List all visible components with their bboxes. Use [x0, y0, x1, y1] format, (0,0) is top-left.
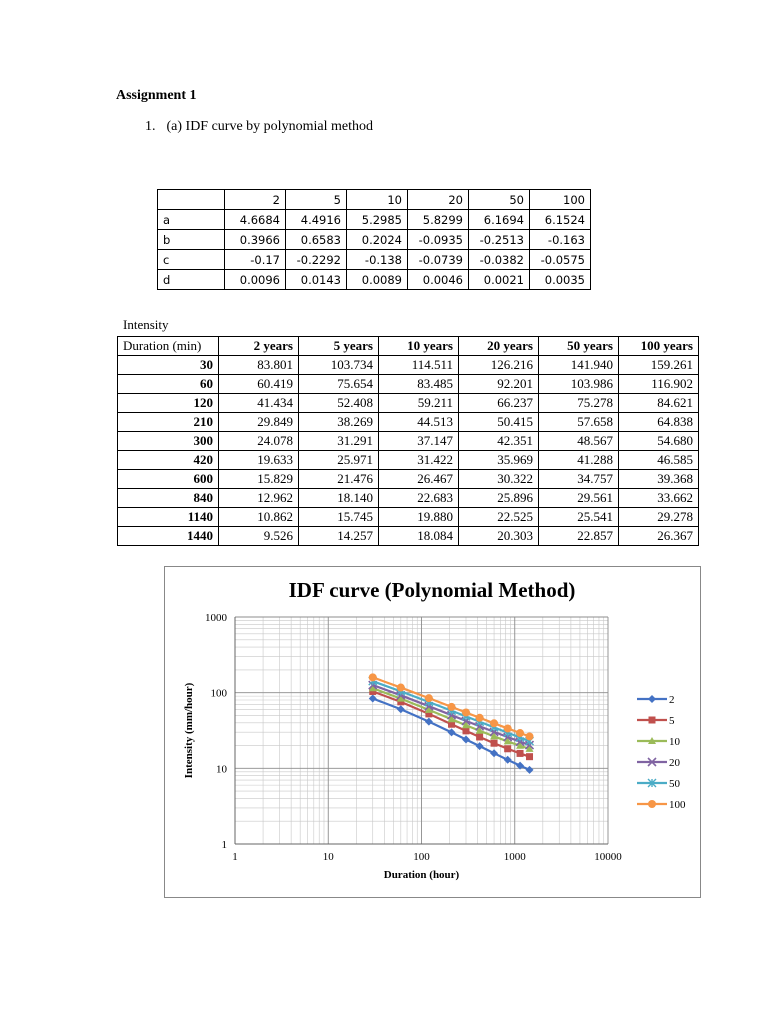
coef-cell: 5.2985 — [347, 210, 408, 230]
intensity-cell: 75.278 — [539, 394, 619, 413]
intensity-cell: 48.567 — [539, 432, 619, 451]
coef-header-cell: 50 — [469, 190, 530, 210]
legend-label-100: 100 — [669, 799, 686, 811]
data-point-5 — [476, 733, 483, 740]
duration-cell: 1440 — [118, 527, 219, 546]
intensity-cell: 83.801 — [219, 356, 299, 375]
intensity-cell: 31.422 — [379, 451, 459, 470]
duration-cell: 120 — [118, 394, 219, 413]
intensity-row — [118, 375, 699, 394]
intensity-cell: 35.969 — [459, 451, 539, 470]
intensity-cell: 39.368 — [619, 470, 699, 489]
intensity-row — [118, 413, 699, 432]
legend-marker-100 — [648, 800, 656, 808]
intensity-cell: 21.476 — [299, 470, 379, 489]
data-point-2 — [369, 694, 377, 702]
intensity-header-cell: Duration (min) — [118, 337, 219, 356]
duration-cell: 210 — [118, 413, 219, 432]
intensity-cell: 75.654 — [299, 375, 379, 394]
coef-row — [158, 270, 591, 290]
intensity-cell: 26.367 — [619, 527, 699, 546]
intensity-cell: 114.511 — [379, 356, 459, 375]
data-point-2 — [462, 735, 470, 743]
legend-marker-5 — [649, 717, 656, 724]
intensity-cell: 92.201 — [459, 375, 539, 394]
duration-cell: 300 — [118, 432, 219, 451]
intensity-cell: 29.278 — [619, 508, 699, 527]
x-tick-label: 10000 — [594, 851, 622, 863]
intensity-cell: 46.585 — [619, 451, 699, 470]
intensity-cell: 25.896 — [459, 489, 539, 508]
data-point-5 — [504, 745, 511, 752]
data-point-2 — [490, 749, 498, 757]
intensity-cell: 41.434 — [219, 394, 299, 413]
coef-header-cell: 10 — [347, 190, 408, 210]
coef-cell: 0.0089 — [347, 270, 408, 290]
intensity-header-cell: 100 years — [619, 337, 699, 356]
y-tick-label: 1000 — [205, 612, 227, 624]
coef-cell: -0.0382 — [469, 250, 530, 270]
coef-header-cell: 2 — [225, 190, 286, 210]
intensity-header-cell: 2 years — [219, 337, 299, 356]
x-tick-label: 10 — [322, 851, 334, 863]
data-point-100 — [526, 732, 534, 740]
assignment-heading: Assignment 1 — [116, 88, 197, 103]
intensity-cell: 126.216 — [459, 356, 539, 375]
intensity-cell: 18.084 — [379, 527, 459, 546]
data-point-100 — [504, 724, 512, 732]
x-tick-label: 1 — [232, 851, 238, 863]
intensity-cell: 31.291 — [299, 432, 379, 451]
data-point-100 — [369, 673, 377, 681]
intensity-row — [118, 356, 699, 375]
intensity-caption: Intensity — [123, 317, 169, 332]
question-text: (a) IDF curve by polynomial method — [166, 119, 373, 134]
duration-cell: 30 — [118, 356, 219, 375]
y-tick-label: 100 — [210, 687, 227, 700]
intensity-cell: 38.269 — [299, 413, 379, 432]
intensity-cell: 66.237 — [459, 394, 539, 413]
legend-label-2: 2 — [669, 694, 675, 706]
intensity-cell: 29.561 — [539, 489, 619, 508]
data-point-100 — [516, 729, 524, 737]
data-point-100 — [448, 703, 456, 711]
duration-cell: 420 — [118, 451, 219, 470]
data-point-2 — [476, 742, 484, 750]
intensity-table — [117, 336, 699, 546]
coef-cell: 0.2024 — [347, 230, 408, 250]
coef-cell: 0.0021 — [469, 270, 530, 290]
intensity-header-cell: 5 years — [299, 337, 379, 356]
coef-cell: -0.138 — [347, 250, 408, 270]
intensity-cell: 54.680 — [619, 432, 699, 451]
coef-row-label: c — [158, 250, 225, 270]
coef-cell: 0.0046 — [408, 270, 469, 290]
legend-label-10: 10 — [669, 736, 680, 748]
coef-cell: -0.17 — [225, 250, 286, 270]
y-axis-label: Intensity (mm/hour) — [183, 682, 195, 779]
coef-cell: 0.6583 — [286, 230, 347, 250]
coef-cell: -0.0739 — [408, 250, 469, 270]
intensity-row — [118, 489, 699, 508]
intensity-cell: 44.513 — [379, 413, 459, 432]
intensity-cell: 25.541 — [539, 508, 619, 527]
intensity-cell: 24.078 — [219, 432, 299, 451]
duration-cell: 60 — [118, 375, 219, 394]
intensity-cell: 50.415 — [459, 413, 539, 432]
intensity-row — [118, 508, 699, 527]
intensity-cell: 159.261 — [619, 356, 699, 375]
intensity-cell: 15.745 — [299, 508, 379, 527]
intensity-cell: 9.526 — [219, 527, 299, 546]
data-point-2 — [425, 718, 433, 726]
intensity-cell: 10.862 — [219, 508, 299, 527]
data-point-5 — [526, 753, 533, 760]
intensity-cell: 19.880 — [379, 508, 459, 527]
intensity-cell: 22.857 — [539, 527, 619, 546]
legend-label-5: 5 — [669, 715, 675, 727]
coef-row-label: b — [158, 230, 225, 250]
data-point-5 — [491, 740, 498, 747]
coefficient-table — [157, 189, 591, 290]
coef-cell: 4.4916 — [286, 210, 347, 230]
question-number: 1. — [145, 119, 156, 134]
intensity-cell: 26.467 — [379, 470, 459, 489]
intensity-cell: 59.211 — [379, 394, 459, 413]
intensity-cell: 116.902 — [619, 375, 699, 394]
coef-cell: -0.2513 — [469, 230, 530, 250]
coef-cell: 0.0096 — [225, 270, 286, 290]
intensity-row — [118, 432, 699, 451]
idf-chart-svg — [165, 567, 700, 897]
y-tick-label: 10 — [216, 763, 227, 776]
intensity-cell: 57.658 — [539, 413, 619, 432]
coef-row — [158, 250, 591, 270]
x-tick-label: 100 — [413, 851, 430, 863]
legend-label-20: 20 — [669, 757, 680, 769]
duration-cell: 840 — [118, 489, 219, 508]
intensity-cell: 33.662 — [619, 489, 699, 508]
coef-row — [158, 210, 591, 230]
intensity-cell: 64.838 — [619, 413, 699, 432]
x-axis-label: Duration (hour) — [383, 869, 460, 881]
intensity-cell: 14.257 — [299, 527, 379, 546]
duration-cell: 600 — [118, 470, 219, 489]
data-point-100 — [462, 709, 470, 717]
data-point-100 — [397, 684, 405, 692]
coef-cell: -0.163 — [530, 230, 591, 250]
intensity-cell: 141.940 — [539, 356, 619, 375]
intensity-cell: 84.621 — [619, 394, 699, 413]
intensity-row — [118, 451, 699, 470]
question-heading — [145, 119, 373, 135]
intensity-row — [118, 527, 699, 546]
intensity-cell: 18.140 — [299, 489, 379, 508]
coef-header-cell — [158, 190, 225, 210]
intensity-cell: 29.849 — [219, 413, 299, 432]
coef-cell: 5.8299 — [408, 210, 469, 230]
idf-chart — [164, 566, 701, 898]
intensity-cell: 60.419 — [219, 375, 299, 394]
coef-cell: -0.2292 — [286, 250, 347, 270]
intensity-cell: 15.829 — [219, 470, 299, 489]
coef-header-cell: 20 — [408, 190, 469, 210]
data-point-100 — [425, 694, 433, 702]
duration-cell: 1140 — [118, 508, 219, 527]
chart-title: IDF curve (Polynomial Method) — [288, 578, 576, 602]
intensity-cell: 22.683 — [379, 489, 459, 508]
intensity-cell: 22.525 — [459, 508, 539, 527]
intensity-cell: 34.757 — [539, 470, 619, 489]
coef-cell: 0.0035 — [530, 270, 591, 290]
coef-row — [158, 230, 591, 250]
x-tick-label: 1000 — [503, 851, 526, 863]
legend-label-50: 50 — [669, 778, 680, 790]
intensity-row — [118, 470, 699, 489]
intensity-cell: 42.351 — [459, 432, 539, 451]
intensity-cell: 12.962 — [219, 489, 299, 508]
coef-cell: 0.0143 — [286, 270, 347, 290]
coef-row-label: d — [158, 270, 225, 290]
intensity-row — [118, 394, 699, 413]
data-point-5 — [517, 750, 524, 757]
intensity-cell: 103.734 — [299, 356, 379, 375]
coef-cell: -0.0575 — [530, 250, 591, 270]
data-point-100 — [490, 719, 498, 727]
coef-cell: 0.3966 — [225, 230, 286, 250]
coef-header-row — [158, 190, 591, 210]
coef-header-cell: 100 — [530, 190, 591, 210]
intensity-header-cell: 20 years — [459, 337, 539, 356]
intensity-header-cell: 10 years — [379, 337, 459, 356]
coef-cell: 6.1694 — [469, 210, 530, 230]
intensity-cell: 19.633 — [219, 451, 299, 470]
intensity-cell: 52.408 — [299, 394, 379, 413]
intensity-cell: 103.986 — [539, 375, 619, 394]
coef-header-cell: 5 — [286, 190, 347, 210]
coef-row-label: a — [158, 210, 225, 230]
intensity-header-row — [118, 337, 699, 356]
data-point-5 — [462, 727, 469, 734]
intensity-cell: 37.147 — [379, 432, 459, 451]
coef-cell: 4.6684 — [225, 210, 286, 230]
intensity-cell: 41.288 — [539, 451, 619, 470]
coef-cell: -0.0935 — [408, 230, 469, 250]
intensity-cell: 83.485 — [379, 375, 459, 394]
data-point-2 — [448, 728, 456, 736]
data-point-100 — [476, 714, 484, 722]
legend-marker-2 — [648, 695, 656, 703]
data-point-2 — [526, 766, 534, 774]
intensity-header-cell: 50 years — [539, 337, 619, 356]
y-tick-label: 1 — [221, 839, 227, 851]
intensity-cell: 25.971 — [299, 451, 379, 470]
intensity-cell: 30.322 — [459, 470, 539, 489]
coef-cell: 6.1524 — [530, 210, 591, 230]
intensity-cell: 20.303 — [459, 527, 539, 546]
data-point-2 — [397, 705, 405, 713]
